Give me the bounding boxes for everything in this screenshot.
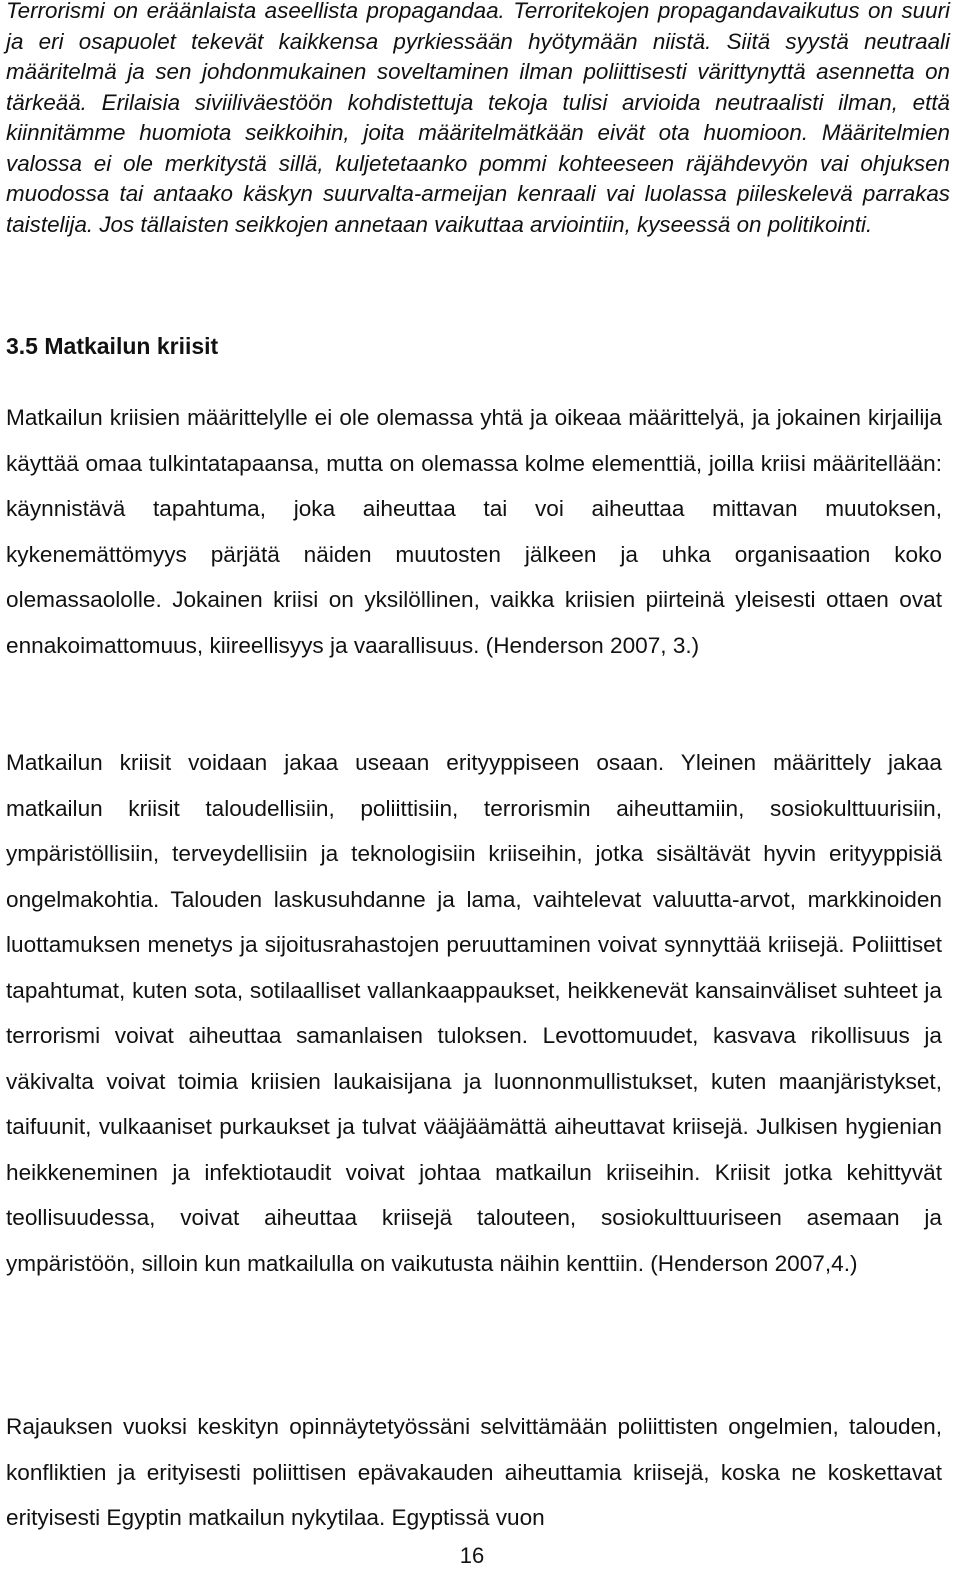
body-paragraph-1: Matkailun kriisien määrittelylle ei ole olemassa yhtä ja oikeaa määrittelyä, ja jokainen kirjailija käyttää omaa tulkintatapaansa, mutta on olemassa kolme elementtiä, joilla kriisi määritellään: käynnistävä tapahtuma, joka aiheuttaa tai voi aiheuttaa mittavan muutoksen, kykenemättömyys pärjätä näiden muutosten jälkeen ja uhka organisaation koko olemassaololle. Jokainen kriisi on yksilöllinen, vaikka kriisien piirteinä yleisesti ottaen ovat ennakoimattomuus, kiireellisyys ja vaarallisuus. (Henderson 2007, 3.) [6, 405, 942, 658]
body-paragraph-2: Matkailun kriisit voidaan jakaa useaan erityyppiseen osaan. Yleinen määrittely jakaa matkailun kriisit taloudellisiin, poliittisiin, terrorismin aiheuttamiin, sosiokulttuurisiin, ympäristöllisiin, terveydellisiin ja teknologisiin kriiseihin, jotka sisältävät hyvin erityyppisiä ongelmakohtia. Talouden laskusuhdanne ja lama, vaihtelevat valuutta-arvot, markkinoiden luottamuksen menetys ja sijoitusrahastojen peruuttaminen voivat synnyttää kriisejä. Poliittiset tapahtumat, kuten sota, sotilaalliset vallankaappaukset, heikkenevät kansainväliset suhteet ja terrorismi voivat aiheuttaa samanlaisen tuloksen. Levottomuudet, kasvava rikollisuus ja väkivalta voivat toimia kriisien laukaisijana ja luonnonmullistukset, kuten maanjäristykset, taifuunit, vulkaaniset purkaukset ja tulvat vääjäämättä aiheuttavat kriisejä. Julkisen hygienian heikkeneminen ja infektiotaudit voivat johtaa matkailun kriiseihin. Kriisit jotka kehittyvät teollisuudessa, voivat aiheuttaa kriisejä talouteen, sosiokulttuuriseen asemaan ja ympäristöön, silloin kun matkailulla on vaikutusta näihin kenttiin. (Henderson 2007,4.) [6, 750, 942, 1276]
intro-paragraph: Terrorismi on eräänlaista aseellista propagandaa. Terroritekojen propagandavaikutus on suuri ja eri osapuolet tekevät kaikkensa pyrkiessään hyötymään niistä. Siitä syystä neutraali määritelmä ja sen johdonmukainen soveltaminen ilman poliittisesti värittynyttä asennetta on tärkeää. Erilaisia siviiliväestöön kohdistettuja tekoja tulisi arvioida neutraalisti ilman, että kiinnitämme huomiota seikkoihin, joita määritelmätkään eivät ota huomioon. Määritelmien valossa ei ole merkitystä sillä, kuljetetaanko pommi kohteeseen räjähdevyön vai ohjuksen muodossa tai antaako käskyn suurvalta-armeijan kenraali vai luolassa piileskelevä parrakas taistelija. Jos tällaisten seikkojen annetaan vaikuttaa arviointiin, kyseessä on politikointi. [6, 0, 950, 237]
body-paragraph-3: Rajauksen vuoksi keskityn opinnäytetyössäni selvittämään poliittisten ongelmien, talouden, konfliktien ja erityisesti poliittisen epävakauden aiheuttamia kriisejä, koska ne koskettavat erityisesti Egyptin matkailun nykytilaa. Egyptissä vuon [6, 1414, 942, 1530]
page-number: 16 [459, 1543, 485, 1568]
section-heading: 3.5 Matkailun kriisit [6, 333, 219, 359]
